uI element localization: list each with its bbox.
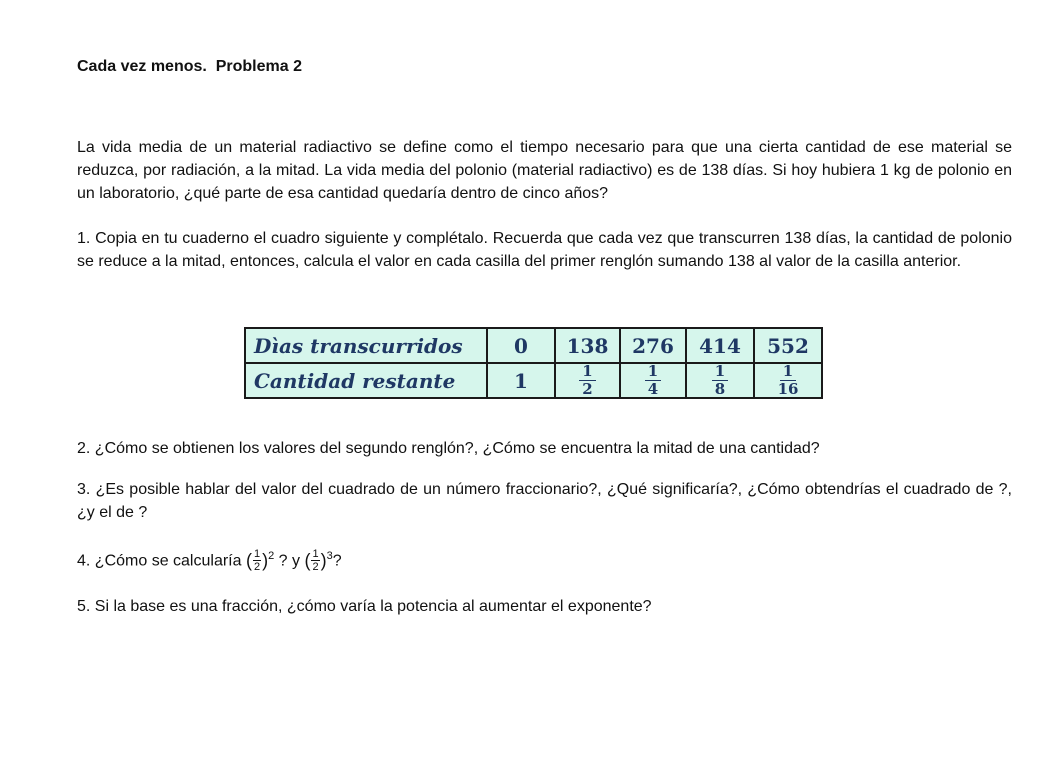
- question-4-suffix: ?: [332, 552, 342, 570]
- table-cell: 0: [487, 328, 555, 363]
- fraction-denominator: 2: [253, 561, 261, 574]
- page-title: Cada vez menos. Problema 2: [77, 58, 302, 75]
- open-paren: (: [304, 550, 311, 571]
- fraction-numerator: 1: [712, 364, 728, 381]
- half-life-table: [244, 327, 823, 399]
- table-cell: 138: [555, 328, 620, 363]
- fraction-denominator: 2: [312, 561, 319, 574]
- table-cell-fraction: [555, 363, 620, 398]
- fraction-denominator: 2: [582, 380, 593, 398]
- fraction: [579, 364, 595, 397]
- table-row-amount: [245, 363, 822, 398]
- power-base-fraction: [311, 549, 319, 573]
- fraction-numerator: 1: [312, 548, 319, 561]
- question-5: 5. Si la base es una fracción, ¿cómo varía la potencia al aumentar el exponente?: [77, 598, 652, 615]
- fraction-denominator: 16: [777, 380, 799, 398]
- fraction-denominator: 4: [647, 380, 659, 398]
- open-paren: (: [245, 550, 252, 571]
- question-3: 3. ¿Es posible hablar del valor del cuadrado de un número fraccionario?, ¿Qué significaría?, ¿Cómo obtendrías el cuadrado de ?, ¿y el de ?: [77, 481, 1012, 521]
- table-cell-fraction: [620, 363, 686, 398]
- table-cell-fraction: [686, 363, 754, 398]
- row-header-days: Dìas transcurridos: [245, 328, 487, 363]
- question-4-middle: ? y: [274, 552, 305, 570]
- fraction: [778, 364, 799, 397]
- fraction-numerator: 1: [780, 364, 796, 381]
- question-2: 2. ¿Cómo se obtienen los valores del segundo renglón?, ¿Cómo se encuentra la mitad de una cantidad?: [77, 440, 820, 457]
- intro-paragraph: La vida media de un material radiactivo se define como el tiempo necesario para que una cierta cantidad de ese material se reduzca, por radiación, a la mitad. La vida media del polonio (material radiactivo) es de 138 días. Si hoy hubiera 1 kg de polonio en un laboratorio, ¿qué parte de esa cantidad quedaría dentro de cinco años?: [77, 139, 1012, 202]
- fraction: [712, 364, 728, 397]
- fraction-numerator: 1: [645, 364, 661, 381]
- fraction-numerator: 1: [579, 364, 595, 381]
- row-header-amount: Cantidad restante: [245, 363, 487, 398]
- close-paren: ): [320, 550, 327, 571]
- exponent: 2: [268, 550, 275, 562]
- table-cell: 552: [754, 328, 822, 363]
- table-cell: 414: [686, 328, 754, 363]
- half-life-table-wrapper: [244, 327, 823, 399]
- fraction-denominator: 8: [714, 380, 726, 398]
- question-1: 1. Copia en tu cuaderno el cuadro siguiente y complétalo. Recuerda que cada vez que transcurren 138 días, la cantidad de polonio se reduce a la mitad, entonces, calcula el valor en cada casilla del primer renglón sumando 138 al valor de la casilla anterior.: [77, 230, 1012, 270]
- fraction-numerator: 1: [253, 548, 261, 561]
- question-4: [77, 545, 1012, 573]
- table-row-days: [245, 328, 822, 363]
- exponent: 3: [326, 550, 333, 562]
- fraction: [645, 364, 661, 397]
- power-base-fraction: [253, 549, 261, 573]
- close-paren: ): [262, 550, 269, 571]
- question-4-prefix: 4. ¿Cómo se calcularía: [77, 552, 246, 570]
- table-cell: 276: [620, 328, 686, 363]
- table-cell-fraction: [754, 363, 822, 398]
- table-cell: 1: [487, 363, 555, 398]
